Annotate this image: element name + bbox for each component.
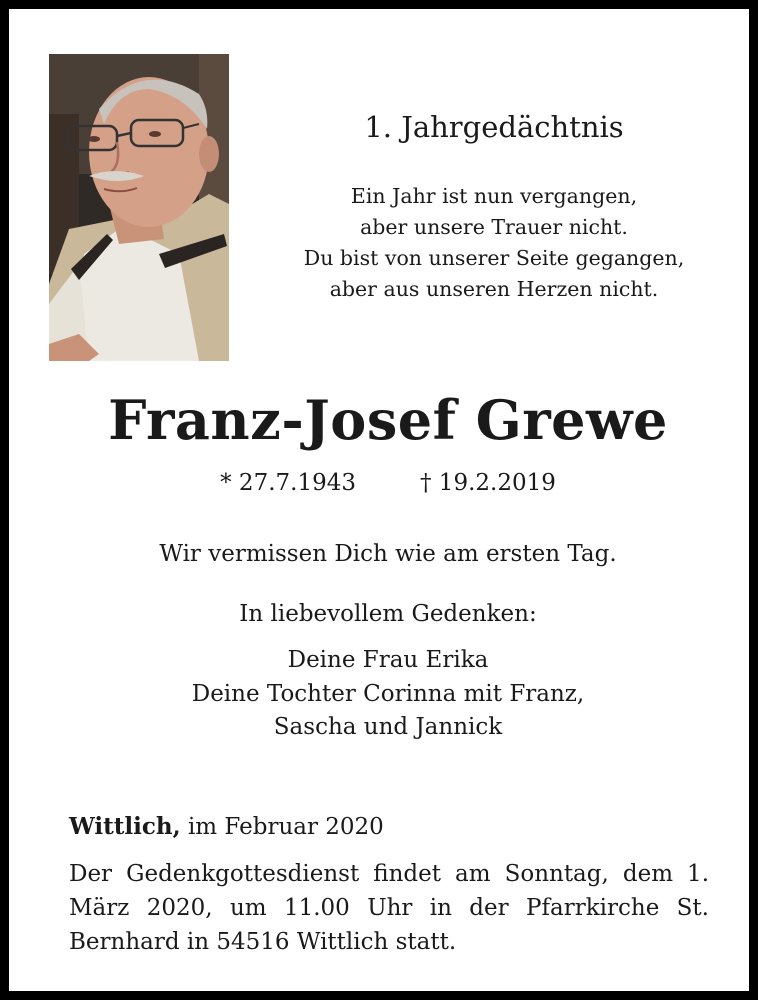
poem-line: Du bist von unserer Seite gegangen, bbox=[303, 246, 685, 270]
service-announcement: Der Gedenkgottesdienst findet am Sonntag, dem 1. März 2020, um 11.00 Uhr in der Pfarrkirche St. Bernhard in 54516 Wittlich statt. bbox=[69, 861, 709, 955]
portrait-photo bbox=[49, 54, 229, 361]
gedenken-intro: In liebevollem Gedenken: bbox=[239, 601, 537, 627]
place-date: im Februar 2020 bbox=[187, 814, 384, 840]
memorial-heading: 1. Jahrgedächtnis bbox=[364, 110, 624, 144]
poem-line: aber unsere Trauer nicht. bbox=[360, 215, 628, 239]
family-line: Deine Tochter Corinna mit Franz, bbox=[191, 680, 585, 707]
life-dates bbox=[9, 468, 758, 498]
family-line: Deine Frau Erika bbox=[287, 647, 489, 673]
family-line: Sascha und Jannick bbox=[273, 714, 503, 740]
memorial-poem bbox=[254, 181, 734, 305]
death-date: † 19.2.2019 bbox=[420, 470, 556, 496]
place-city: Wittlich, bbox=[69, 813, 181, 840]
remembrance-line: Wir vermissen Dich wie am ersten Tag. bbox=[159, 541, 617, 567]
birth-date: * 27.7.1943 bbox=[220, 470, 356, 496]
place-date-line bbox=[69, 812, 384, 842]
poem-line: Ein Jahr ist nun vergangen, bbox=[350, 184, 638, 208]
family-list bbox=[9, 644, 758, 745]
poem-line: aber aus unseren Herzen nicht. bbox=[329, 277, 659, 301]
deceased-name: Franz-Josef Grewe bbox=[108, 388, 668, 452]
